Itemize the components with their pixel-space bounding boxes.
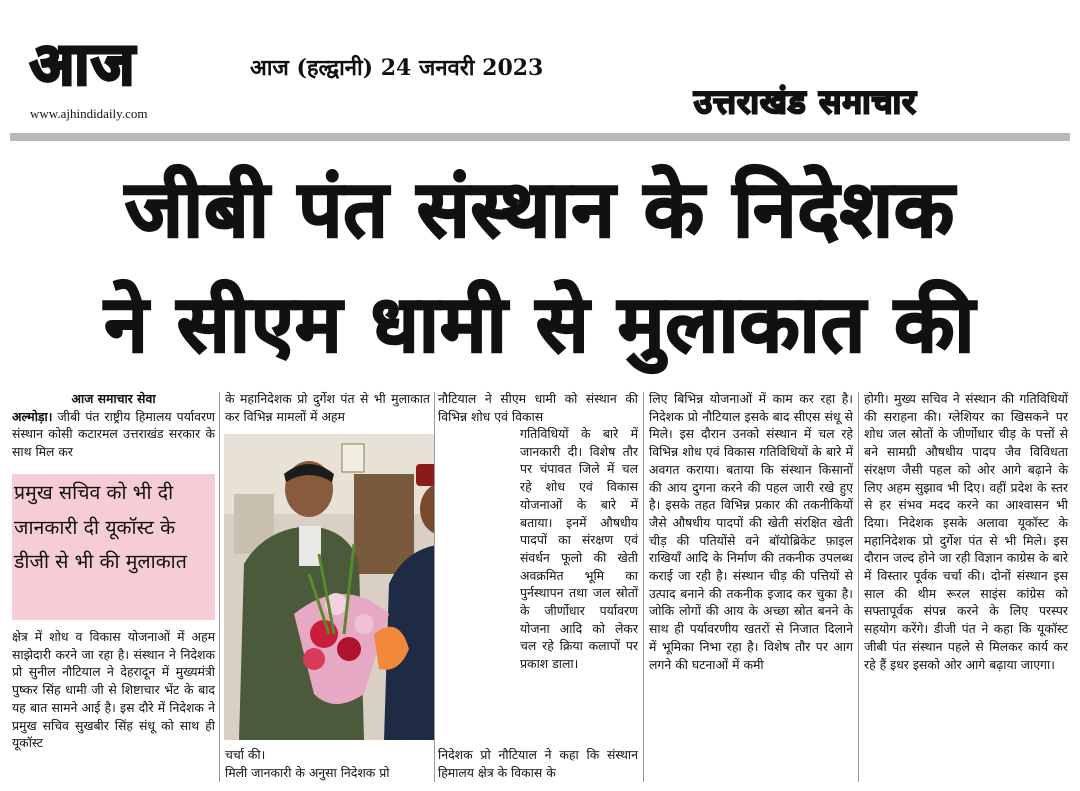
column-3-narrow: [520, 425, 638, 673]
column-1-body: [12, 628, 215, 752]
column-2-bottom: [225, 746, 430, 781]
column-divider: [434, 392, 435, 782]
column-divider: [219, 392, 220, 782]
column-3-text-narrow: गतिविधियों के बारे में जानकारी दी। विशेष तौर पर चंपावत जिले में चल रहे शोध एवं विकास योजनाओं के बारे में बताया। इनमें औषधीय पादपों का संरक्षण एवं संवर्धन फूलो की खेती अवक्रमित भूमि का पुर्नस्थापन तथा जल स्रोतों के जीर्णोधार पर्यावरण योजना आदि को लेकर चल रहे क्रिया कलापों पर प्रकाश डाला।: [520, 426, 638, 672]
column-1-text: क्षेत्र में शोध व विकास योजनाओं में अहम साझेदारी करने जा रहा है। संस्थान ने निदेशक प्रो सुनील नौटियाल ने देहरादून में मुख्यमंत्री पुष्कर सिंह धामी जी से शिष्टाचार भेंट के बाद यह बात सामने आई है। इस दौरे में निदेशक ने प्रमुख सचिव सुखबीर सिंह संधू को साथ ही यूकॉस्ट: [12, 629, 215, 751]
column-3-text-bottom: निदेशक प्रो नौटियाल ने कहा कि संस्थान हिमालय क्षेत्र के विकास के: [438, 747, 638, 780]
headline-line-2: ने सीएम धामी से मुलाकात की: [104, 280, 976, 370]
highlight-text: प्रमुख सचिव को भी दी जानकारी दी यूकॉस्ट के डीजी से भी की मुलाकात: [14, 481, 187, 573]
column-4: [649, 390, 853, 673]
column-2-text-bottom-2: मिली जानकारी के अनुसा निदेशक प्रो: [225, 764, 390, 780]
column-3-bottom: [438, 746, 638, 781]
article-lead: जीबी पंत राष्ट्रीय हिमालय पर्यावरण संस्थान कोसी कटारमल उत्तराखंड सरकार के साथ मिल कर: [12, 408, 215, 460]
headline-line-1: जीबी पंत संस्थान के निदेशक: [125, 165, 955, 255]
byline: आज समाचार सेवा: [71, 391, 156, 406]
place-dateline: अल्मोड़ा।: [12, 408, 53, 424]
column-5: [864, 390, 1068, 673]
meeting-photo: [224, 434, 434, 740]
column-2-text-bottom-1: चर्चा की।: [225, 747, 266, 762]
column-3-top: [438, 390, 638, 425]
column-3-text-top: नौटियाल ने सीएम धामी को संस्थान की विभिन्न शोध एवं विकास: [438, 391, 638, 424]
column-4-text: लिए बिभिन्न योजनाओं में काम कर रहा है। निदेशक प्रो नौटियाल इसके बाद सीएस संधू से मिले। इस दौरान उनको संस्थान में चल रहे विभिन्न शोध एवं विकास गतिविधियों के बारे में अवगत कराया। बताया कि संस्थान किसानों की आय दुगना करने की पहल जारी रखे हुए है। इसके तहत विभिन्न प्रकार की तकनीकियों जैसे औषधीय पादपों की खेती संरक्षित खेती चीड़ की पतियोंसे वने बॉयोब्रिकेट फ़ाइल राखियाँ आदि के निर्माण की तकनीक उपलब्ध कराई जा रही है। संस्थान चीड़ की पत्तियों से उत्पाद बनाने की तकनीक इजाद कर चुका है। जोकि लोगों की आय के अच्छा स्रोत बनने के साथ ही पर्यावरणीय खतरों से निजात दिलाने में भूमिका निभा रहा है। विशेष तौर पर आग लगने की घटनाओं में कमी: [649, 391, 853, 672]
column-2-text-top: के महानिदेशक प्रो दुर्गेश पंत से भी मुलाकात कर विभिन्न मामलों में अहम: [225, 391, 430, 424]
newspaper-logo: आज: [30, 30, 137, 98]
column-divider: [643, 392, 644, 782]
edition-dateline: आज (हल्द्वानी) 24 जनवरी 2023: [250, 55, 544, 81]
website-url: www.ajhindidaily.com: [30, 106, 148, 121]
header-rule: [10, 133, 1070, 141]
column-5-text: होगी। मुख्य सचिव ने संस्थान की गतिविधियों की सराहना की। ग्लेशियर का खिसकने पर शोध जल स्रोतों के जीर्णोधार चीड़ के पत्तों से बने सामग्री औषधीय पादप जैव विविधता संरक्षण जैसी पहल को ओर आगे बढ़ाने के लिए अहम सुझाव भी दिए। वहीं प्रदेश के स्तर से हर संभव मदद करने का आश्वासन भी दिया। निदेशक इसके अलावा यूकॉस्ट के महानिदेशक प्रो दुर्गेश पंत से भी मिले। इस दौरान जल्द होने जा रही विज्ञान काग्रेस के बारे में विस्तार पूर्वक चर्चा की। दोनों संस्थान इस साल की थीम रूरल साइंस कांग्रेस को सफ्तापूर्वक संपन्न करने के लिए परस्पर सहयोग करेंगे। डीजी पंत ने कहा कि यूकॉस्ट जीबी पंत संस्थान पहले से मिलकर कार्य कर रहे हैं इधर इसको ओर आगे बढ़ाया जाएगा।: [864, 391, 1068, 672]
column-1-top: [12, 390, 215, 461]
section-title: उत्तराखंड समाचार: [694, 82, 917, 121]
column-divider: [858, 392, 859, 782]
column-2-top: [225, 390, 430, 425]
